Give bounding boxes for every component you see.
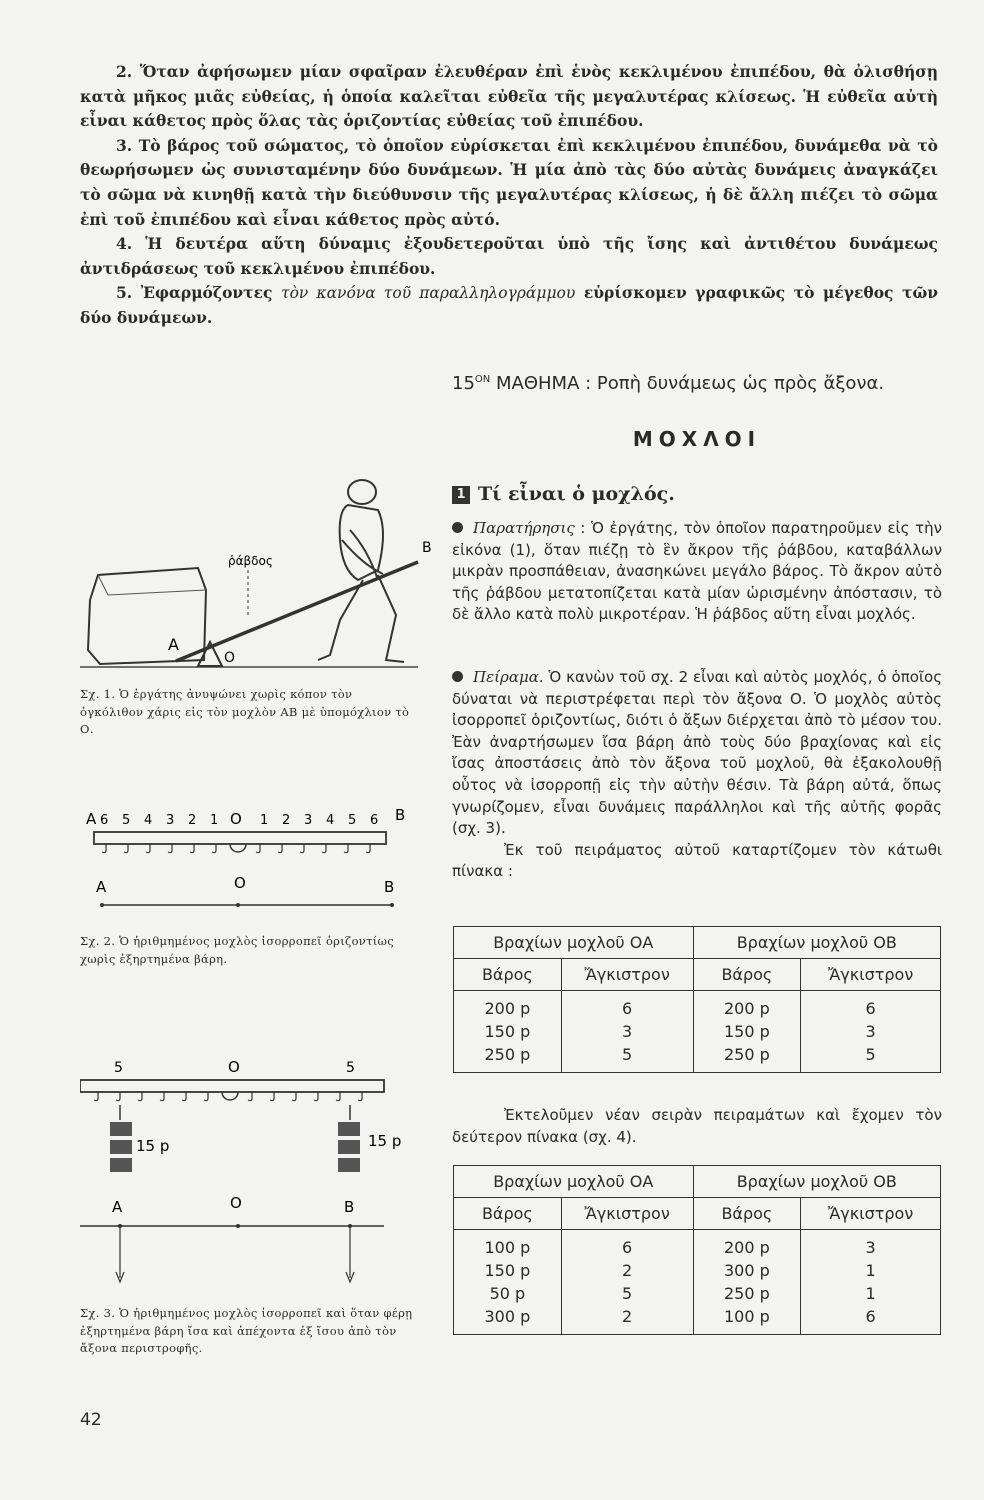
axis-b-label: B (384, 878, 395, 896)
right-hook-number: 5 (346, 1060, 355, 1076)
figure-2-numbered-lever (80, 800, 420, 915)
experiment-paragraph: Πείραμα. Ὁ κανὼν τοῦ σχ. 2 εἶναι καὶ αὐτὸς μοχλός, ὁ ὁποῖος δύναται νὰ περιστρέφεται περὶ τὸν ἄξονα Ο. Ὁ μοχλὸς αὐτὸς ἰσορροπεῖ ὁριζοντίως, διότι ὁ ἄξων διέρχεται ἀπὸ τὸ μέσον του. Ἐὰν ἀναρτήσωμεν ἴσα βάρη ἀπὸ τοὺς δύο βραχίονας καὶ εἰς ἴσας ἀποστάσεις ἀπὸ τὸν ἄξονα τοῦ μοχλοῦ, θὰ ἐξακολουθῇ οὗτος νὰ ἰσορροπῇ εἰς τὴν αὐτὴν θέσιν. Τὰ βάρη αὐτά, ὅπως γνωρίζομεν, εἶναι δυνάμεις παράλληλοι καὶ τῆς αὐτῆς φορᾶς (σχ. 3). Ἐκ τοῦ πειράματος αὐτοῦ καταρτίζομεν τὸν κάτωθι πίνακα : (452, 668, 942, 881)
hook-icon (138, 1092, 142, 1101)
hook-icon (182, 1092, 186, 1101)
point-a-label: A (168, 635, 179, 654)
hook-icon (248, 1092, 252, 1101)
scale-number: 1 (260, 813, 269, 828)
hook-icon (292, 1092, 296, 1101)
bullet-icon (452, 522, 463, 533)
intro-text (80, 60, 938, 331)
observation-paragraph: Παρατήρησις : Ὁ ἐργάτης, τὸν ὁποῖον παρατηροῦμεν εἰς τὴν εἰκόνα (1), ὅταν πιέζῃ τὸ ἓν ἄκρον τῆς ῥάβδου, καταβάλλων μικρὰν προσπάθειαν, ἀνασηκώνει μεγάλο βάρος. Τὸ ἄκρον αὐτὸ τῆς ῥάβδου μετατοπίζεται κατὰ μίαν ὡρισμένην ἀπόστασιν, τὸ δὲ ἄλλο κατὰ πολὺ μικροτέραν. Ἡ ῥάβδος αὕτη εἶναι μοχλός. (452, 519, 942, 624)
left-weight-label: 15 p (136, 1137, 170, 1155)
pivot-icon (230, 844, 246, 852)
right-weight-label: 15 p (368, 1132, 402, 1150)
lever-bar (94, 832, 386, 844)
hook-icon (160, 1092, 164, 1101)
pivot-o-label: O (230, 810, 242, 828)
figure-3-caption: Σχ. 3. Ὁ ἠριθμημένος μοχλὸς ἰσορροπεῖ καὶ ὅταν φέρῃ ἐξηρτημένα βάρη ἴσα καὶ ἀπέχοντα ἐξ ἴσου ἀπὸ τὸν ἄξονα περιστροφῆς. (80, 1306, 413, 1355)
figure-3-balanced-lever (80, 1050, 420, 1290)
scale-number: 2 (282, 813, 291, 828)
hook-icon (256, 844, 260, 853)
section-heading: 1 Τί εἶναι ὁ μοχλός. (452, 483, 942, 505)
hook-icon (278, 844, 282, 853)
point-a-label: A (86, 810, 97, 828)
hook-icon (102, 844, 106, 853)
pivot-icon (222, 1092, 238, 1100)
hook-icon (344, 844, 348, 853)
scale-number: 4 (144, 813, 153, 828)
scale-left (100, 813, 218, 828)
scale-number: 5 (348, 813, 357, 828)
hook-icon (314, 1092, 318, 1101)
scale-right (260, 813, 378, 828)
paragraph-3: 3. Τὸ βάρος τοῦ σώματος, τὸ ὁποῖον εὑρίσκεται ἐπὶ κεκλιμένου ἐπιπέδου, δυνάμεθα νὰ τὸ θεωρήσωμεν ὡς συνισταμένην δύο δυνάμεων. Ἡ μία ἀπὸ τὰς δύο αὐτὰς δυνάμεις ἀναγκάζει τὸ σῶμα νὰ κινηθῇ κατὰ τὴν διεύθυνσιν τῆς μεγαλυτέρας κλίσεως, ἡ δὲ ἄλλη πιέζει τὸ σῶμα ἐπὶ τοῦ ἐπιπέδου καὶ εἶναι κάθετος πρὸς αὐτό. (80, 135, 938, 229)
scale-number: 3 (166, 813, 175, 828)
lever-bar (80, 1080, 384, 1092)
hook-icon (270, 1092, 274, 1101)
left-weight-stack (110, 1122, 132, 1172)
hook-icon (300, 844, 304, 853)
figure-2-caption: Σχ. 2. Ὁ ἠριθμημένος μοχλὸς ἰσορροπεῖ ὁριζοντίως χωρὶς ἐξηρτημένα βάρη. (80, 934, 394, 966)
boulder (88, 568, 206, 664)
point-b-label: B (422, 540, 432, 556)
worker-figure (318, 480, 404, 662)
bullet-icon (452, 671, 463, 682)
scale-number: 4 (326, 813, 335, 828)
point-b-label: B (344, 1198, 355, 1216)
hook-icon (204, 1092, 208, 1101)
figure-1-caption: Σχ. 1. Ὁ ἐργάτης ἀνυψώνει χωρὶς κόπον τὸν ὀγκόλιθον χάρις εἰς τὸν μοχλὸν ΑΒ μὲ ὑπομόχλιον τὸ Ο. (80, 687, 410, 736)
axis-a-label: A (96, 878, 107, 896)
hook-icon (358, 1092, 362, 1101)
scale-number: 6 (100, 813, 109, 828)
axis-o-label: O (234, 874, 246, 892)
chapter-title: ΜΟΧΛΟΙ (632, 427, 762, 451)
hook-icon (190, 844, 194, 853)
page-number: 42 (80, 1410, 102, 1430)
scale-number: 1 (210, 813, 219, 828)
scale-number: 2 (188, 813, 197, 828)
hook-icon (168, 844, 172, 853)
scale-number: 3 (304, 813, 313, 828)
hook-icon (94, 1092, 98, 1101)
hook-icon (212, 844, 216, 853)
figure-1-worker-lever (78, 470, 438, 680)
table-2: Βραχίων μοχλοῦ ΟΑ Βραχίων μοχλοῦ ΟΒ Βάρος Ἄγκιστρον Βάρος Ἄγκιστρον 100 p 6 200 p 3 150 p 2 300 p 1 50 p 5 250 p 1 300 p 2 100 p 6 (453, 1165, 941, 1335)
right-weight-stack (338, 1122, 360, 1172)
hook-icon (124, 844, 128, 853)
paragraph-4: 4. Ἡ δευτέρα αὕτη δύναμις ἐξουδετεροῦται ὑπὸ τῆς ἴσης καὶ ἀντιθέτου δυνάμεως ἀντιδράσεως τοῦ κεκλιμένου ἐπιπέδου. (80, 234, 938, 278)
left-hook-number: 5 (114, 1060, 123, 1076)
hook-icon (322, 844, 326, 853)
lesson-heading: $15^{ON}$ ΜΑΘΗΜΑ : Ροπὴ δυνάμεως ὡς πρὸς ἄξονα. (452, 373, 885, 394)
hook-icon (146, 844, 150, 853)
scale-number: 6 (370, 813, 379, 828)
hook-icon (116, 1092, 120, 1101)
point-o-label: O (224, 650, 236, 666)
point-b-label: B (395, 806, 406, 824)
paragraph-5: 5. Ἐφαρμόζοντες τὸν κανόνα τοῦ παραλληλογράμμου εὑρίσκομεν γραφικῶς τὸ μέγεθος τῶν δύο δυνάμεων. (80, 283, 938, 327)
hook-icon (336, 1092, 340, 1101)
paragraph-2: 2. Ὅταν ἀφήσωμεν μίαν σφαῖραν ἐλευθέραν ἐπὶ ἑνὸς κεκλιμένου ἐπιπέδου, θὰ ὀλισθήσῃ κατὰ μῆκος μιᾶς εὐθείας, ἡ ὁποία καλεῖται εὐθεῖα τῆς μεγαλυτέρας κλίσεως. Ἡ εὐθεῖα αὐτὴ εἶναι κάθετος πρὸς ὅλας τὰς ὁριζοντίας εὐθείας τοῦ ἐπιπέδου. (80, 62, 938, 131)
hook-icon (366, 844, 370, 853)
scale-number: 5 (122, 813, 131, 828)
rod-label: ῥάβδος (228, 554, 273, 568)
pivot-o-label: O (228, 1058, 240, 1076)
point-o-label: O (230, 1194, 242, 1212)
table-1: Βραχίων μοχλοῦ ΟΑ Βραχίων μοχλοῦ ΟΒ Βάρος Ἄγκιστρον Βάρος Ἄγκιστρον 200 p 6 200 p 6 150 p 3 150 p 3 250 p 5 250 p 5 (453, 926, 941, 1073)
point-a-label: A (112, 1198, 123, 1216)
second-series-paragraph: Ἐκτελοῦμεν νέαν σειρὰν πειραμάτων καὶ ἔχομεν τὸν δεύτερον πίνακα (σχ. 4). (452, 1106, 942, 1146)
